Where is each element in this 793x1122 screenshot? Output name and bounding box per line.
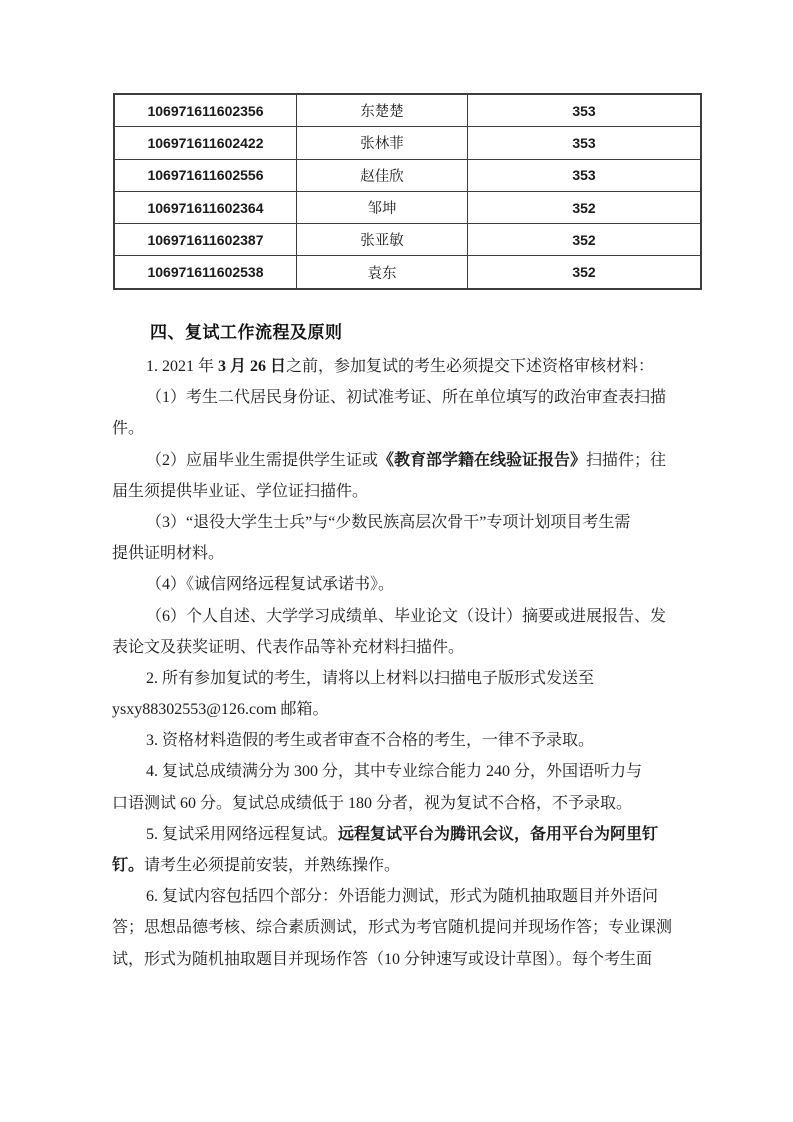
text-segment: （3）“退役大学生士兵”与“少数民族高层次骨干”专项计划项目考生需 [146,513,631,531]
score-cell: 352 [468,224,702,256]
document-line [112,476,688,507]
text-segment: 5. 复试采用网络远程复试。 [146,825,339,843]
candidate-id-cell: 106971611602356 [114,94,297,127]
text-segment: ysxy88302553@126.com 邮箱。 [112,701,329,719]
text-segment: 2. 所有参加复试的考生，请将以上材料以扫描电子版形式发送至 [146,669,595,687]
candidate-name-cell: 邹坤 [297,191,468,223]
text-segment: 件。 [112,420,145,438]
document-line [112,694,688,725]
table-row [114,94,701,127]
score-cell: 353 [468,127,702,159]
text-segment: 远程复试平台为腾讯会议，备用平台为阿里钉 [338,825,659,843]
text-segment: 之前，参加复试的考生必须提交下述资格审核材料： [286,358,655,375]
text-segment: 《教育部学籍在线验证报告》 [378,451,587,469]
table-row [114,256,701,289]
document-line [112,756,688,787]
document-line [112,944,688,975]
document-line [112,538,688,569]
document-line [112,819,688,850]
score-table [113,93,702,290]
document-line [112,445,688,476]
table-row [114,191,701,223]
score-cell: 353 [468,159,702,191]
text-segment: 试，形式为随机抽取题目并现场作答（10 分钟速写或设计草图）。每个考生面 [112,950,653,968]
document-line [112,663,688,694]
text-segment: 表论文及获奖证明、代表作品等补充材料扫描件。 [112,638,465,656]
score-table-body [114,94,701,289]
document-line [112,382,688,413]
section-heading: 四、复试工作流程及原则 [150,323,343,342]
text-segment: 请考生必须提前安装，并熟练操作。 [144,857,401,874]
table-row [114,224,701,256]
text-segment: （4）《诚信网络远程复试承诺书》。 [146,576,395,594]
candidate-name-cell: 袁东 [297,256,468,289]
document-line [112,881,688,912]
candidate-name-cell: 东楚楚 [297,94,468,127]
candidate-name-cell: 赵佳欣 [297,159,468,191]
document-line [112,601,688,632]
candidate-name-cell: 张亚敏 [297,224,468,256]
document-line [112,507,688,538]
text-segment: （1）考生二代居民身份证、初试准考证、所在单位填写的政治审查表扫描 [146,389,667,407]
text-segment: 扫描件；往 [586,451,667,469]
text-segment: 6. 复试内容包括四个部分：外语能力测试，形式为随机抽取题目并外语问 [146,888,659,906]
text-segment: 3. 资格材料造假的考生或者审查不合格的考生，一律不予录取。 [146,732,595,750]
candidate-id-cell: 106971611602364 [114,191,297,223]
text-segment: 提供证明材料。 [112,545,225,563]
table-row [114,159,701,191]
score-cell: 352 [468,191,702,223]
text-segment: 4. 复试总成绩满分为 300 分，其中专业综合能力 240 分，外国语听力与 [146,763,643,781]
text-segment: （2）应届毕业生需提供学生证或 [146,451,379,469]
text-segment: 3 月 26 日 [218,358,287,375]
document-line [112,725,688,756]
document-line [112,351,688,382]
candidate-id-cell: 106971611602556 [114,159,297,191]
text-segment: （6）个人自述、大学学习成绩单、毕业论文（设计）摘要或进展报告、发 [146,607,667,625]
table-row [114,127,701,159]
document-line [112,413,688,444]
score-cell: 353 [468,94,702,127]
candidate-name-cell: 张林菲 [297,127,468,159]
text-segment: 口语测试 60 分。复试总成绩低于 180 分者，视为复试不合格，不予录取。 [112,794,633,812]
candidate-id-cell: 106971611602538 [114,256,297,289]
document-line [112,788,688,819]
document-line [112,632,688,663]
text-segment: 1. 2021 年 [146,358,219,375]
document-line [112,912,688,943]
text-segment: 钉。 [112,857,145,874]
candidate-id-cell: 106971611602422 [114,127,297,159]
candidate-id-cell: 106971611602387 [114,224,297,256]
text-segment: 答；思想品德考核、综合素质测试，形式为考官随机提问并现场作答；专业课测 [112,919,673,937]
document-line [112,850,688,881]
text-segment: 届生须提供毕业证、学位证扫描件。 [112,482,369,500]
score-cell: 352 [468,256,702,289]
document-line [112,569,688,600]
document-body [112,351,688,975]
